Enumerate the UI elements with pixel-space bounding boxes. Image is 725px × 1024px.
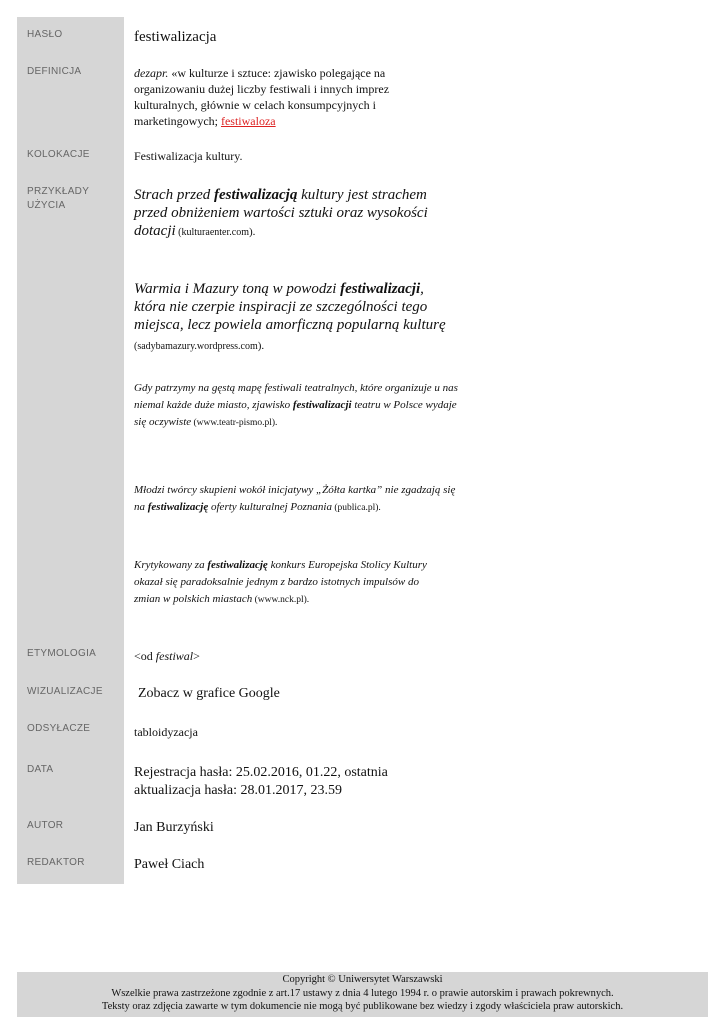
footer-copyright: Copyright © Uniwersytet Warszawski: [282, 974, 443, 985]
label-redaktor: REDAKTOR: [27, 857, 85, 868]
example-2-after: , która nie czerpie inspiracji ze szczególności tego miejsca, lecz powiela amorficzną popularną kulturę: [134, 281, 446, 333]
example-2: [134, 280, 456, 356]
example-4-before: Młodzi twórcy skupieni wokół inicjatywy „Żółta kartka” nie zgadzają się na: [134, 484, 456, 513]
example-4-keyword: festiwalizację: [147, 501, 209, 513]
definition-link-festiwaloza[interactable]: festiwaloza: [220, 114, 276, 128]
example-5-source: (www.nck.pl: [252, 595, 304, 605]
example-5-after: konkurs Europejska Stolicy Kultury okazał się paradoksalnie jednym z bardzo istotnych impulsów do zmian w polskich miastach: [134, 559, 427, 605]
label-przyklady-line2: UŻYCIA: [27, 200, 66, 211]
example-3-after: teatru w Polsce wydaje się oczywiste: [134, 399, 457, 428]
label-haslo: HASŁO: [27, 29, 63, 40]
example-1-keyword: festiwalizacją: [214, 187, 298, 203]
example-3-end: ).: [271, 418, 278, 428]
etymology-open: <od: [134, 649, 156, 663]
definition-qualifier: dezapr.: [134, 66, 169, 80]
example-4-after: oferty kulturalnej Poznania: [208, 501, 332, 513]
etymology-close: >: [193, 649, 200, 663]
headword: festiwalizacja: [134, 29, 217, 45]
editor-name: Paweł Ciach: [134, 857, 205, 872]
label-odsylacze: ODSYŁACZE: [27, 723, 91, 734]
example-3-source: (www.teatr-pismo.pl: [191, 418, 272, 428]
example-1-source: (kulturaenter.com: [175, 227, 249, 238]
example-3: [134, 380, 460, 432]
label-przyklady: [27, 185, 122, 213]
example-2-keyword: festiwalizacji: [340, 281, 421, 297]
collocation: Festiwalizacja kultury.: [134, 149, 243, 163]
cross-reference[interactable]: tabloidyzacja: [134, 725, 198, 739]
example-4-source: (publica.pl: [331, 503, 376, 513]
label-definicja: DEFINICJA: [27, 66, 82, 77]
etymology-word: festiwal: [155, 649, 194, 663]
example-2-before: Warmia i Mazury toną w powodzi: [134, 281, 341, 297]
entry-dates: Rejestracja hasła: 25.02.2016, 01.22, ostatnia aktualizacja hasła: 28.01.2017, 23.59: [134, 765, 388, 798]
label-kolokacje: KOLOKACJE: [27, 149, 90, 160]
definition: [134, 65, 404, 129]
footer-rights: Wszelkie prawa zastrzeżone zgodnie z art.17 ustawy z dnia 4 lutego 1994 r. o prawie autorskim i prawach pokrewnych.: [111, 987, 614, 999]
label-przyklady-line1: PRZYKŁADY: [27, 186, 90, 197]
example-1-after: kultury jest strachem przed obniżeniem wartości sztuki oraz wysokości dotacji: [134, 187, 428, 239]
example-1: [134, 186, 452, 242]
example-5: [134, 557, 434, 609]
example-5-keyword: festiwalizację: [207, 559, 268, 571]
author-name: Jan Burzyński: [134, 820, 214, 835]
example-3-keyword: festiwalizacji: [292, 399, 352, 411]
label-etymologia: ETYMOLOGIA: [27, 648, 97, 659]
copyright-footer: [17, 972, 708, 1017]
example-4: [134, 482, 466, 517]
example-5-end: ).: [303, 595, 310, 605]
label-wizualizacje: WIZUALIZACJE: [27, 686, 103, 697]
example-5-before: Krytykowany za: [134, 559, 208, 571]
example-1-before: Strach przed: [134, 187, 214, 203]
example-1-end: ).: [248, 226, 256, 238]
label-data: DATA: [27, 764, 54, 775]
google-images-link[interactable]: Zobacz w grafice Google: [138, 686, 280, 701]
definition-text: «w kulturze i sztuce: zjawisko polegające na organizowaniu dużej liczby festiwali i innych imprez kulturalnych, głównie w celach konsumpcyjnych i marketingowych;: [134, 66, 390, 128]
footer-notice: Teksty oraz zdjęcia zawarte w tym dokumencie nie mogą być publikowane bez wiedzy i zgody właściciela praw autorskich.: [101, 1001, 624, 1012]
example-2-end: ).: [257, 340, 265, 352]
example-2-source: (sadybamazury.wordpress.com: [134, 341, 258, 352]
example-4-end: ).: [375, 503, 381, 513]
etymology: [134, 648, 474, 664]
example-3-before: Gdy patrzymy na gęstą mapę festiwali teatralnych, które organizuje u nas niemal każde duże miasto, zjawisko: [134, 382, 458, 411]
label-autor: AUTOR: [27, 820, 64, 831]
